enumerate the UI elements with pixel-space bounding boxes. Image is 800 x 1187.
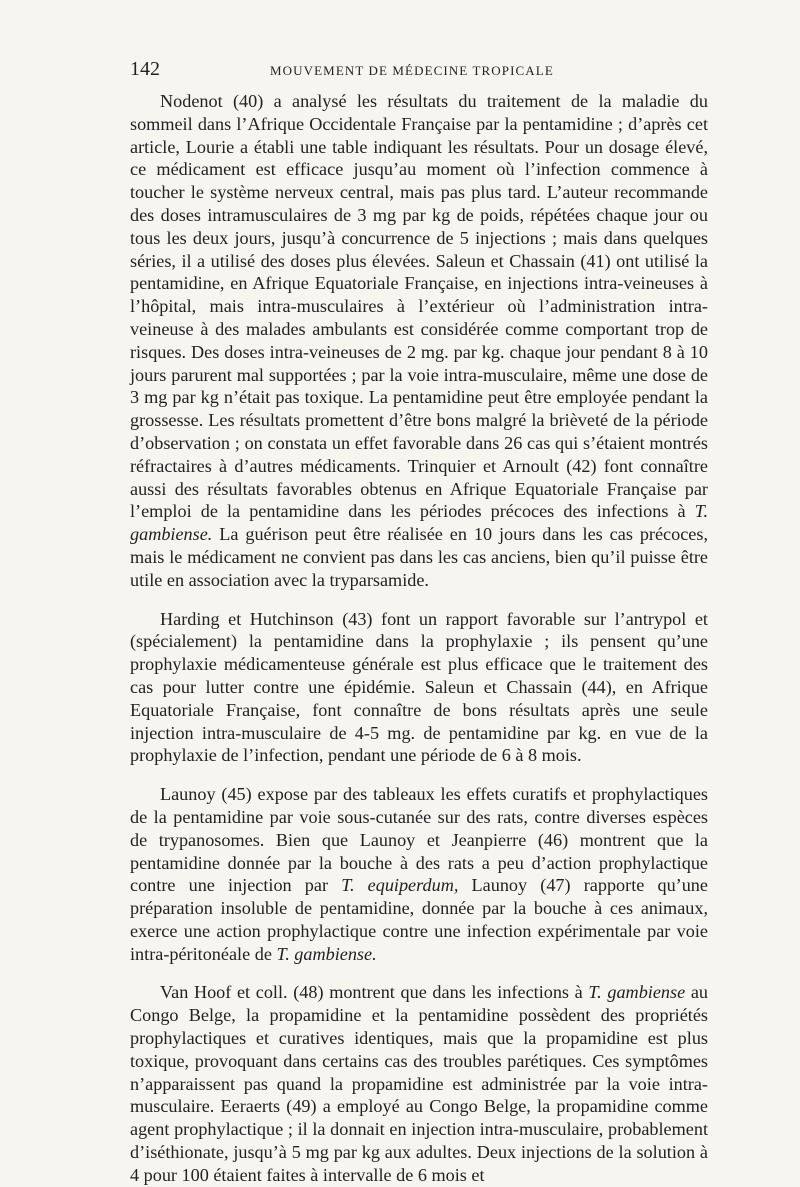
- species-name: T. gambiense.: [276, 943, 377, 964]
- paragraph-harding: [130, 608, 708, 768]
- paragraph-text: Harding et Hutchinson (43) font un rapport favorable sur l’antrypol et (spécialement) la pentamidine dans la prophylaxie ; ils pensent qu’une prophylaxie médicamenteuse générale est plus efficace que le traitement des cas pour lutter contre une épidémie. Saleun et Chassain (44), en Afrique Equatoriale Française, font connaître de bons résultats après une seule injection intra-musculaire de 4-5 mg. de pentamidine par kg. en vue de la prophylaxie de l’infection, pendant une période de 6 à 8 mois.: [130, 608, 708, 766]
- species-name: T. gambiense.: [130, 501, 708, 545]
- paragraph-text: au Congo Belge, la propamidine et la pentamidine possèdent des propriétés prophylactiques et curatives identiques, mais que la propamidine est plus toxique, provoquant dans certains cas des troubles parétiques. Ces symptômes n’apparaissent pas quand la propamidine est administrée par la voie intra-musculaire. Eeraerts (49) a employé au Congo Belge, la propamidine comme agent prophylactique ; il la donnait en injection intra-musculaire, probablement d’iséthionate, jusqu’à 5 mg par kg aux adultes. Deux injections de la solution à 4 pour 100 étaient faites à intervalle de 6 mois et: [130, 982, 708, 1185]
- species-name: T. equiperdum,: [341, 875, 459, 896]
- species-name: T. gambiense: [588, 982, 686, 1003]
- paragraph-text: La guérison peut être réalisée en 10 jours dans les cas précoces, mais le médicament ne convient pas dans les cas anciens, bien qu’il puisse être utile en association avec la tryparsamide.: [130, 524, 708, 590]
- paragraph-van-hoof: [130, 981, 708, 1186]
- paragraph-launoy: [130, 783, 708, 965]
- running-title: MOUVEMENT DE MÉDECINE TROPICALE: [270, 63, 554, 78]
- running-header: [130, 58, 708, 84]
- paragraph-text: Van Hoof et coll. (48) montrent que dans les infections à: [160, 982, 589, 1003]
- paragraph-text: Nodenot (40) a analysé les résultats du traitement de la maladie du sommeil dans l’Afrique Occidentale Française par la pentamidine ; d’après cet article, Lourie a établi une table indiquant les résultats. Pour un dosage élevé, ce médicament est efficace jusqu’au moment où l’infection commence à toucher le système nerveux central, mais pas plus tard. L’auteur recommande des doses intramusculaires de 3 mg par kg de poids, répétées chaque jour ou tous les deux jours, jusqu’à concurrence de 5 injections ; mais dans quelques séries, il a utilisé des doses plus élevées. Saleun et Chassain (41) ont utilisé la pentamidine, en Afrique Equatoriale Française, en injections intra-veineuses à l’hôpital, mais intra-musculaires à l’extérieur où l’administration intra-veineuse à des malades ambulants est considérée comme comportant trop de risques. Des doses intra-veineuses de 2 mg. par kg. chaque jour pendant 8 à 10 jours parurent mal supportées ; par la voie intra-musculaire, même une dose de 3 mg par kg n’était pas toxique. La pentamidine peut être employée pendant la grossesse. Les résultats promettent d’être bons malgré la brièveté de la période d’observation ; on constata un effet favorable dans 26 cas qui s’étaient montrés réfractaires à d’autres médicaments. Trinquier et Arnoult (42) font connaître aussi des résultats favorables obtenus en Afrique Equatoriale Française par l’emploi de la pentamidine dans les périodes précoces des infections à: [130, 91, 708, 522]
- paragraph-text: Launoy (45) expose par des tableaux les effets curatifs et prophylactiques de la pentamidine par voie sous-cutanée sur des rats, contre diverses espèces de trypanosomes. Bien que Launoy et Jeanpierre (46) montrent que la pentamidine donnée par la bouche à des rats a peu d’action prophylactique contre une injection par: [130, 784, 708, 896]
- paragraph-nodenot: [130, 90, 708, 592]
- page-number: 142: [130, 58, 160, 80]
- paragraph-text: Launoy (47) rapporte qu’une préparation insoluble de pentamidine, donnée par la bouche à ces animaux, exerce une action prophylactique contre une infection expérimentale par voie intra-péritonéale de: [130, 875, 708, 964]
